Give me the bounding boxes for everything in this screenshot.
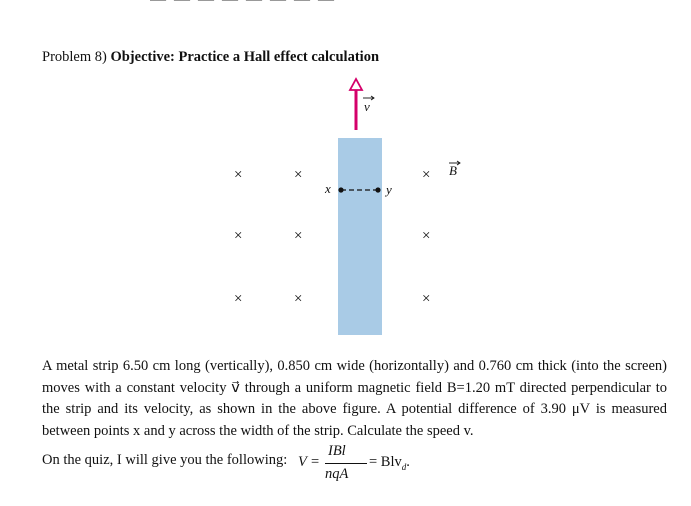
formula-equals: = — [311, 454, 320, 470]
quiz-intro: On the quiz, I will give you the following: — [42, 452, 288, 468]
fraction-bar — [325, 463, 367, 464]
formula-denominator: nqA — [325, 466, 349, 482]
point-x-label: x — [325, 181, 331, 196]
magnetic-field-label: B — [449, 163, 457, 178]
field-marker: × — [294, 167, 303, 183]
field-marker: × — [234, 167, 243, 183]
field-marker: × — [294, 228, 303, 244]
point-x-dot — [338, 187, 343, 192]
formula-numerator: IBl — [328, 443, 346, 459]
formula-lhs: V — [298, 454, 307, 470]
formula-rhs-subscript: d — [401, 461, 407, 472]
point-y-dot — [375, 187, 380, 192]
problem-number: Problem 8) — [42, 49, 107, 65]
field-marker: × — [234, 228, 243, 244]
formula-end: . — [406, 454, 410, 470]
point-y-label: y — [386, 182, 392, 197]
metal-strip — [338, 138, 382, 335]
field-marker: × — [234, 291, 243, 307]
field-marker: × — [294, 291, 303, 307]
formula-rhs — [369, 454, 410, 472]
problem-objective: Objective: Practice a Hall effect calculation — [110, 49, 380, 65]
velocity-label: v — [364, 99, 370, 114]
field-marker: × — [422, 291, 431, 307]
field-marker: × — [422, 228, 431, 244]
formula-rhs-main: = Blv — [369, 454, 402, 470]
problem-statement: A metal strip 6.50 cm long (vertically), 0.850 cm wide (horizontally) and 0.760 cm thick (into the screen) moves with a constant velocity v⃗ through a uniform magnetic field B=1.20 mT directed perpendicular to the strip and its velocity, as shown in the above figure. A potential difference of 3.90 μV is measured between points x and y across the width of the strip. Calculate the speed v. — [42, 358, 667, 439]
velocity-arrow-head — [350, 79, 362, 90]
field-marker: × — [422, 167, 431, 183]
